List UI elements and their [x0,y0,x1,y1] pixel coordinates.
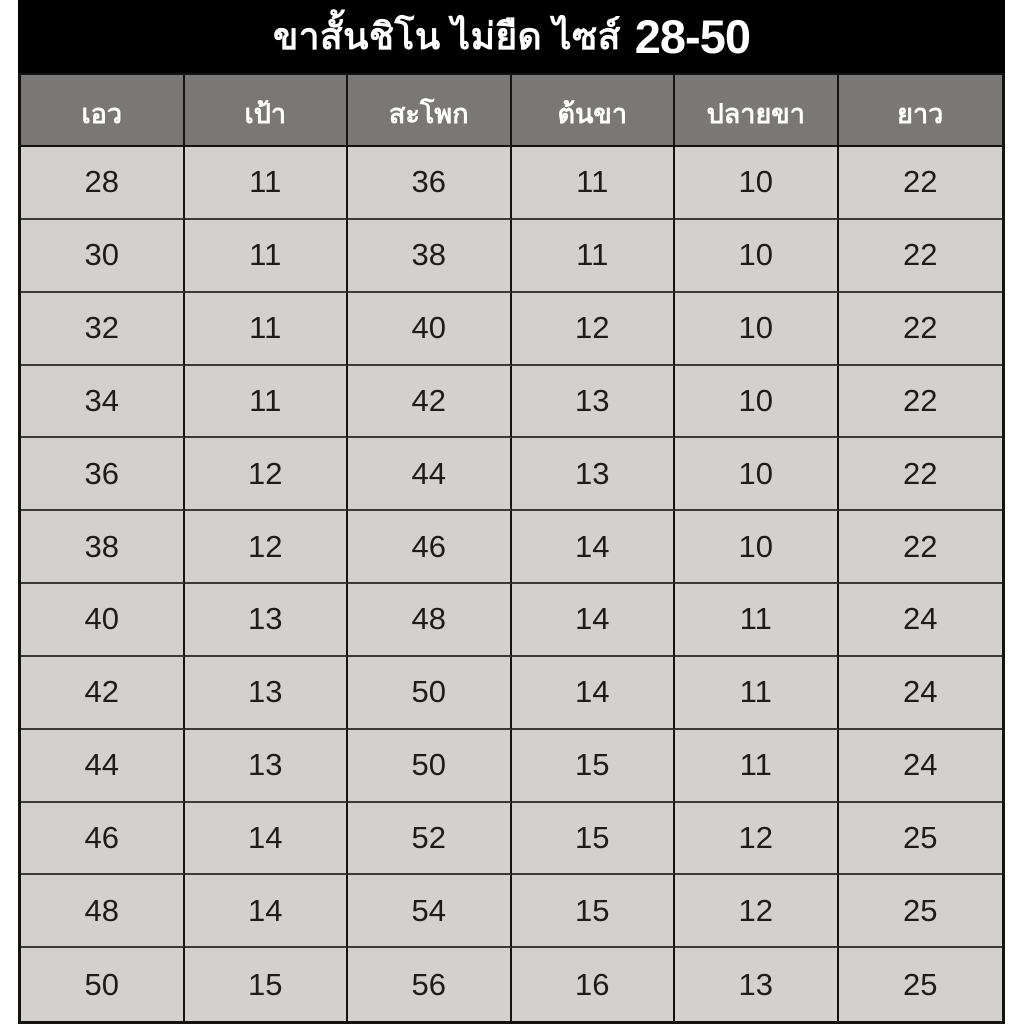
table-cell: 34 [21,366,185,439]
table-cell: 42 [21,657,185,730]
table-cell: 10 [675,366,839,439]
table-cell: 44 [348,438,512,511]
table-cell: 38 [348,220,512,293]
table-cell: 14 [185,803,349,876]
column-header-length: ยาว [839,75,1003,147]
table-cell: 54 [348,875,512,948]
column-header-thigh: ต้นขา [512,75,676,147]
table-cell: 15 [512,730,676,803]
column-header-crotch: เป้า [185,75,349,147]
table-cell: 11 [675,730,839,803]
table-cell: 12 [512,293,676,366]
table-cell: 12 [675,875,839,948]
table-cell: 40 [21,584,185,657]
table-cell: 44 [21,730,185,803]
table-cell: 10 [675,293,839,366]
table-cell: 11 [512,147,676,220]
table-cell: 32 [21,293,185,366]
table-cell: 13 [185,730,349,803]
table-cell: 50 [21,948,185,1021]
table-cell: 50 [348,657,512,730]
table-cell: 16 [512,948,676,1021]
table-cell: 13 [512,438,676,511]
table-cell: 13 [675,948,839,1021]
table-cell: 10 [675,438,839,511]
table-cell: 25 [839,875,1003,948]
table-cell: 12 [675,803,839,876]
table-cell: 25 [839,948,1003,1021]
table-cell: 28 [21,147,185,220]
table-cell: 36 [348,147,512,220]
table-cell: 22 [839,220,1003,293]
table-cell: 40 [348,293,512,366]
table-cell: 22 [839,438,1003,511]
table-cell: 22 [839,511,1003,584]
table-cell: 52 [348,803,512,876]
table-cell: 11 [675,584,839,657]
chart-title-bar [18,0,1005,73]
table-cell: 36 [21,438,185,511]
table-cell: 13 [185,657,349,730]
table-cell: 24 [839,730,1003,803]
table-cell: 12 [185,511,349,584]
table-cell: 22 [839,366,1003,439]
table-cell: 14 [512,511,676,584]
table-cell: 24 [839,584,1003,657]
chart-title-size-range: 28-50 [634,10,750,63]
table-cell: 10 [675,511,839,584]
table-cell: 14 [185,875,349,948]
table-cell: 15 [512,875,676,948]
column-header-leg-opening: ปลายขา [675,75,839,147]
table-cell: 46 [348,511,512,584]
table-cell: 13 [185,584,349,657]
table-cell: 42 [348,366,512,439]
column-header-waist: เอว [21,75,185,147]
table-cell: 48 [21,875,185,948]
table-cell: 14 [512,584,676,657]
table-cell: 11 [185,147,349,220]
table-cell: 10 [675,147,839,220]
table-cell: 11 [185,366,349,439]
table-cell: 13 [512,366,676,439]
table-cell: 48 [348,584,512,657]
size-table [18,73,1005,1024]
table-cell: 11 [512,220,676,293]
chart-title-text: ขาสั้นชิโน ไม่ยืด ไซส์ [272,16,621,57]
table-cell: 11 [185,220,349,293]
table-cell: 38 [21,511,185,584]
table-cell: 14 [512,657,676,730]
column-header-hip: สะโพก [348,75,512,147]
table-cell: 30 [21,220,185,293]
table-cell: 11 [185,293,349,366]
table-cell: 10 [675,220,839,293]
table-cell: 46 [21,803,185,876]
table-cell: 50 [348,730,512,803]
table-cell: 11 [675,657,839,730]
table-cell: 22 [839,147,1003,220]
table-cell: 56 [348,948,512,1021]
table-cell: 24 [839,657,1003,730]
table-cell: 25 [839,803,1003,876]
table-cell: 12 [185,438,349,511]
table-cell: 22 [839,293,1003,366]
table-cell: 15 [512,803,676,876]
table-cell: 15 [185,948,349,1021]
